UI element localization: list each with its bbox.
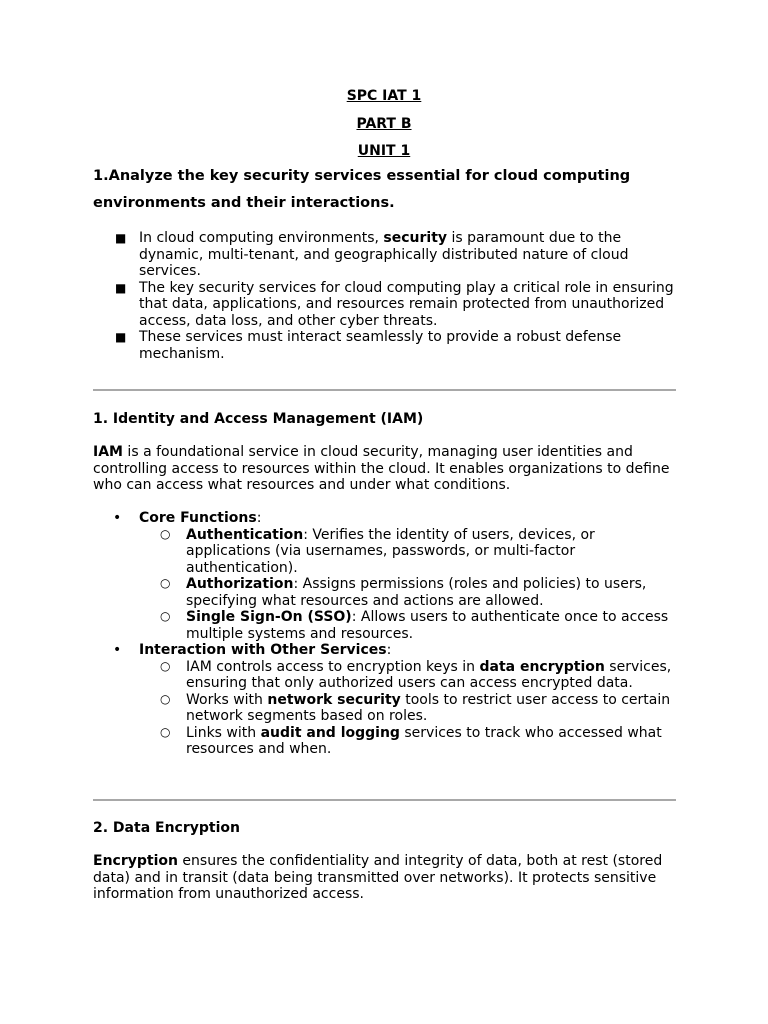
- list-item: ○ IAM controls access to encryption keys in data encryption services, ensuring that only authorized users can access encrypted data.: [160, 658, 672, 691]
- iam-list: [93, 510, 683, 758]
- interaction-list: [139, 659, 683, 758]
- circle-bullet-icon: ○: [160, 526, 171, 541]
- circle-bullet-icon: ○: [160, 691, 171, 706]
- section-divider: [93, 389, 676, 391]
- core-functions-list: [139, 527, 683, 643]
- intro-bullet-list: [93, 230, 683, 362]
- section-heading-encryption: 2. Data Encryption: [93, 820, 240, 836]
- list-item: ■ These services must interact seamlessly to provide a robust defense mechanism.: [115, 329, 622, 362]
- square-bullet-icon: ■: [115, 231, 127, 245]
- disc-bullet-icon: •: [113, 642, 122, 658]
- square-bullet-icon: ■: [115, 280, 127, 295]
- list-item: ○ Works with network security tools to restrict user access to certain network segments based on roles.: [160, 691, 671, 724]
- encryption-paragraph: Encryption ensures the confidentiality and integrity of data, both at rest (stored data) and in transit (data being transmitted over networks). It protects sensitive information from unauthorized access.: [93, 853, 663, 902]
- disc-bullet-icon: •: [113, 510, 122, 526]
- list-item: ○ Authentication: Verifies the identity of users, devices, or applications (via usernames, passwords, or multi-factor authentication).: [160, 526, 595, 576]
- doc-title: SPC IAT 1: [346, 88, 422, 104]
- question-line-2: environments and their interactions.: [93, 195, 395, 211]
- list-item: • Interaction with Other Services: ○ IAM controls access to encryption keys in data encryption services, ensuring that only authorized users can access encrypted data. ○ Works with network security tools to restrict user access to certain network segments based on roles. ○ Links with audit and logging services to track who accessed what resources and when.: [93, 642, 683, 758]
- part-title: PART B: [356, 116, 412, 132]
- list-item: ○ Authorization: Assigns permissions (roles and policies) to users, specifying what resources and actions are allowed.: [160, 576, 647, 609]
- circle-bullet-icon: ○: [160, 609, 171, 623]
- section-heading-iam: 1. Identity and Access Management (IAM): [93, 411, 424, 427]
- section-divider: [93, 799, 676, 801]
- question-line-1: 1.Analyze the key security services essential for cloud computing: [93, 168, 631, 184]
- list-item: ■ In cloud computing environments, security is paramount due to the dynamic, multi-tenant, and geographically distributed nature of cloud services.: [115, 230, 629, 279]
- list-item: ○ Single Sign-On (SSO): Allows users to authenticate once to access multiple systems and resources.: [160, 609, 669, 642]
- question-heading: [93, 163, 693, 217]
- circle-bullet-icon: ○: [160, 658, 171, 673]
- list-item: ○ Links with audit and logging services to track who accessed what resources and when.: [160, 724, 662, 757]
- square-bullet-icon: ■: [115, 330, 127, 344]
- list-item: ■ The key security services for cloud computing play a critical role in ensuring that data, applications, and resources remain protected from unauthorized access, data loss, and other cyber threats.: [115, 279, 674, 329]
- circle-bullet-icon: ○: [160, 724, 171, 739]
- circle-bullet-icon: ○: [160, 576, 171, 590]
- unit-title: UNIT 1: [357, 143, 411, 159]
- iam-paragraph: IAM is a foundational service in cloud security, managing user identities and controlling access to resources within the cloud. It enables organizations to define who can access what resources and under what conditions.: [93, 444, 670, 493]
- list-item: • Core Functions: ○ Authentication: Verifies the identity of users, devices, or applications (via usernames, passwords, or multi-factor authentication). ○ Authorization: Assigns permissions (roles and policies) to users, specifying what resources and actions are allowed. ○ Single Sign-On (SSO): Allows users to authenticate once to access multiple systems and resources.: [93, 510, 683, 642]
